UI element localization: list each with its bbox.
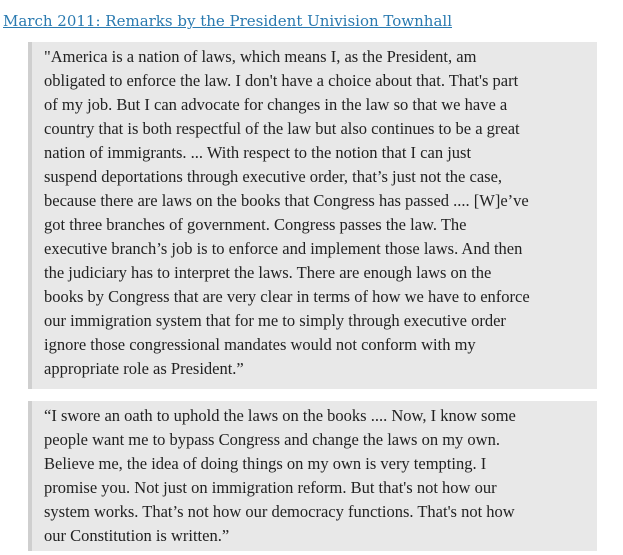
quote-line: books by Congress that are very clear in terms of how we have to enforce <box>44 287 530 306</box>
quote-line: the judiciary has to interpret the laws. There are enough laws on the <box>44 263 492 282</box>
quote-line: executive branch’s job is to enforce and implement those laws. And then <box>44 239 523 258</box>
quote-line: got three branches of government. Congress passes the law. The <box>44 215 467 234</box>
blockquote-univision-remarks <box>28 42 597 389</box>
quote-line: people want me to bypass Congress and change the laws on my own. <box>44 430 500 449</box>
quote-line: “I swore an oath to uphold the laws on the books .... Now, I know some <box>44 406 516 425</box>
quote-line: "America is a nation of laws, which means I, as the President, am <box>44 47 477 66</box>
quote-line: system works. That’s not how our democracy functions. That's not how <box>44 502 515 521</box>
remarks-townhall-link[interactable]: March 2011: Remarks by the President Univision Townhall <box>3 12 453 30</box>
quote-line: our immigration system that for me to simply through executive order <box>44 311 506 330</box>
quote-line: suspend deportations through executive order, that’s just not the case, <box>44 167 503 186</box>
quote-line: because there are laws on the books that Congress has passed .... [W]e’ve <box>44 191 529 210</box>
quote-line: promise you. Not just on immigration reform. But that's not how our <box>44 478 497 497</box>
quote-line: nation of immigrants. ... With respect to the notion that I can just <box>44 143 472 162</box>
quote-line: appropriate role as President.” <box>44 359 244 378</box>
quote-line: ignore those congressional mandates would not conform with my <box>44 335 476 354</box>
quote-line: Believe me, the idea of doing things on my own is very tempting. I <box>44 454 487 473</box>
blockquote-oath-remarks <box>28 401 597 551</box>
quote-line: obligated to enforce the law. I don't have a choice about that. That's part <box>44 71 519 90</box>
quote-line: of my job. But I can advocate for changes in the law so that we have a <box>44 95 508 114</box>
quote-line: country that is both respectful of the law but also continues to be a great <box>44 119 520 138</box>
quote-line: our Constitution is written.” <box>44 526 230 545</box>
